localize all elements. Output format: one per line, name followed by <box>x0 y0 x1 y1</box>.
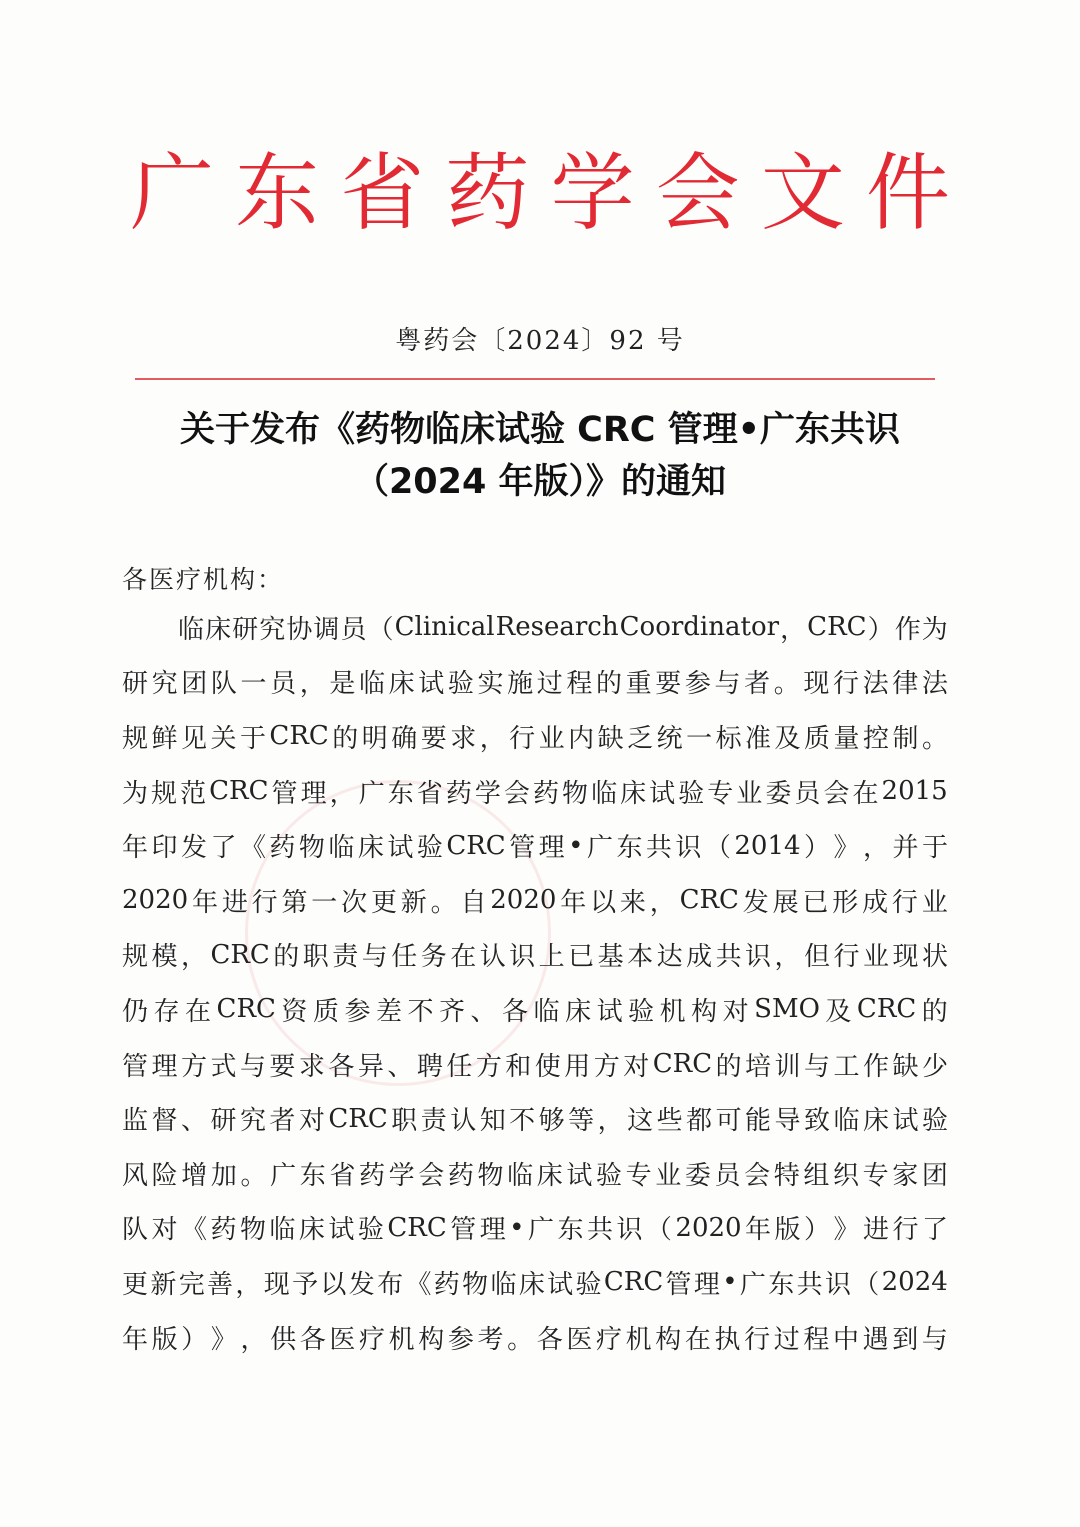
body-line: 仍 存 在 CRC 资 质 参 差 不 齐 、 各 临 床 试 验 机 构 对 SMO 及 CRC 的 <box>122 994 948 1027</box>
body-line: 风 险 增 加 。 广 东 省 药 学 会 药 物 临 床 试 验 专 业 委 员 会 特 组 织 专 家 团 <box>122 1160 948 1191</box>
body-line: 监 督 、 研 究 者 对 CRC 职 责 认 知 不 够 等 ， 这 些 都 可 能 导 致 临 床 试 验 <box>122 1103 948 1137</box>
notice-title-line: （2024 年版）》的通知 <box>353 462 727 502</box>
organization-header-char: 会 <box>655 144 740 242</box>
body-line: 队 对 《 药 物 临 床 试 验 CRC 管 理 • 广 东 共 识 （ 2020 年 版 ） 》 进 行 了 <box>122 1212 948 1246</box>
body-line: 管 理 方 式 与 要 求 各 异 、 聘 任 方 和 使 用 方 对 CRC 的 培 训 与 工 作 缺 少 <box>122 1049 948 1082</box>
body-line: 规 鲜 见 关 于 CRC 的 明 确 要 求 ， 行 业 内 缺 乏 统 一 标 准 及 质 量 控 制 。 <box>122 721 948 754</box>
body-paragraph <box>122 600 948 1364</box>
body-line: 研 究 团 队 一 员 ， 是 临 床 试 验 实 施 过 程 的 重 要 参 与 者 。 现 行 法 律 法 <box>122 669 948 700</box>
organization-header-char: 文 <box>760 144 845 242</box>
salutation: 各医疗机构： <box>122 565 285 594</box>
body-line: 年 印 发 了 《 药 物 临 床 试 验 CRC 管 理 • 广 东 共 识 （ 2014 ） 》 ， 并 于 <box>122 830 948 864</box>
organization-header-char: 件 <box>865 144 950 242</box>
body-line: 2020 年 进 行 第 一 次 更 新 。 自 2020 年 以 来 ， CRC 发 展 已 形 成 行 业 <box>122 885 948 918</box>
body-line: 年 版 ） 》 ， 供 各 医 疗 机 构 参 考 。 各 医 疗 机 构 在 执 行 过 程 中 遇 到 与 <box>122 1324 948 1355</box>
notice-title <box>0 404 1080 508</box>
organization-header-char: 药 <box>445 144 530 242</box>
body-line: 为 规 范 CRC 管 理 ， 广 东 省 药 学 会 药 物 临 床 试 验 专 业 委 员 会 在 2015 <box>122 776 948 809</box>
organization-header-char: 学 <box>550 144 635 242</box>
document-number: 粤药会〔2024〕92 号 <box>395 326 685 356</box>
notice-title-line: 关于发布《药物临床试验 CRC 管理•广东共识 <box>179 410 901 450</box>
header-divider <box>135 378 935 380</box>
body-line: 更 新 完 善 ， 现 予 以 发 布 《 药 物 临 床 试 验 CRC 管 理 • 广 东 共 识 （ 2024 <box>122 1267 948 1300</box>
body-line: 临 床 研 究 协 调 员 （ Clinical Research Coordinator ， CRC ） 作 为 <box>178 612 948 645</box>
organization-header-char: 省 <box>340 144 425 242</box>
organization-header <box>130 138 950 248</box>
body-line: 规 模 ， CRC 的 职 责 与 任 务 在 认 识 上 已 基 本 达 成 共 识 ， 但 行 业 现 状 <box>122 939 948 973</box>
organization-header-char: 东 <box>235 144 320 242</box>
organization-header-char: 广 <box>130 144 215 242</box>
